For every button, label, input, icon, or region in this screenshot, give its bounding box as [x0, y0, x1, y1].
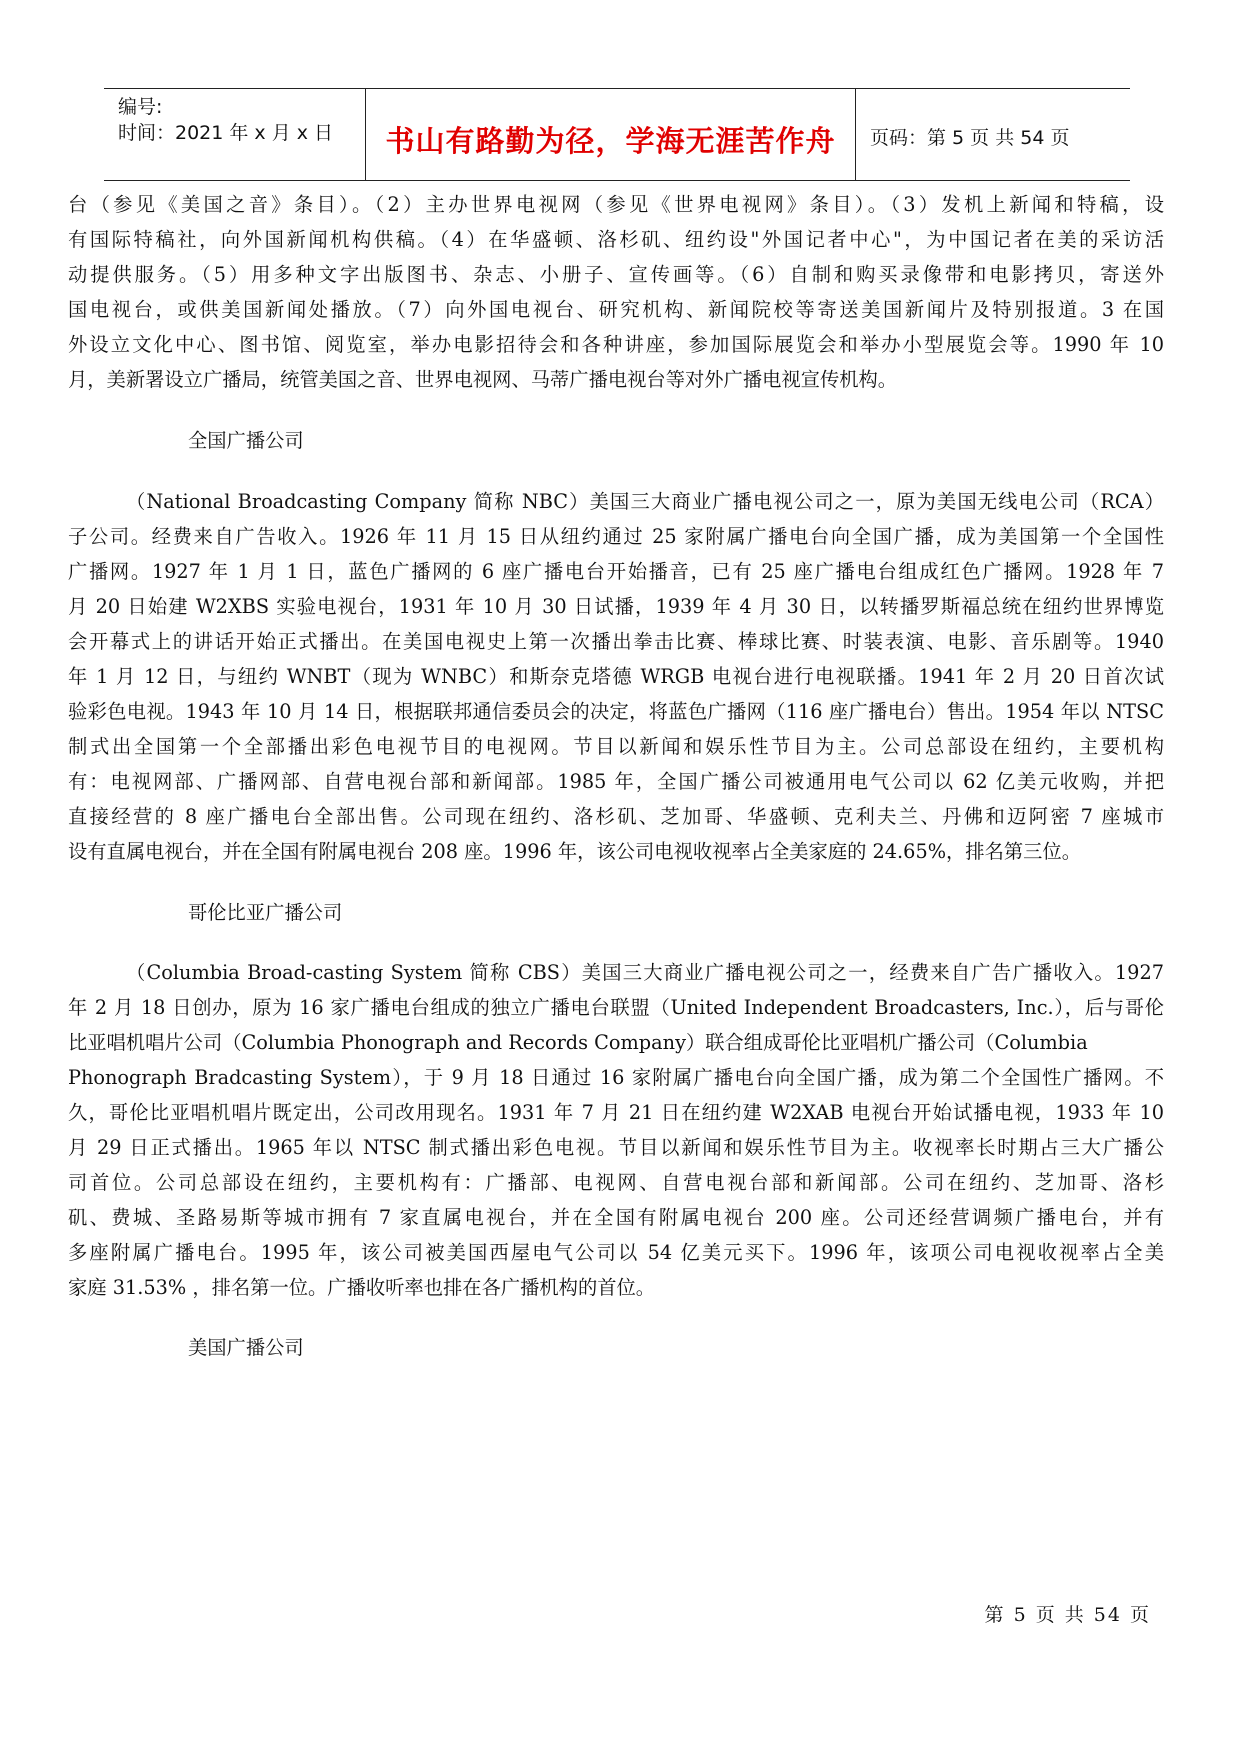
paragraph-line: 验彩色电视。1943 年 10 月 14 日，根据联邦通信委员会的决定，将蓝色广播网（116 座广播电台）售出。1954 年以 NTSC [68, 700, 1164, 723]
paragraph-line: 会开幕式上的讲话开始正式播出。在美国电视史上第一次播出拳击比赛、棒球比赛、时装表演、电影、音乐剧等。1940 [68, 630, 1164, 653]
paragraph-line: 月 20 日始建 W2XBS 实验电视台，1931 年 10 月 30 日试播，1939 年 4 月 30 日，以转播罗斯福总统在纽约世界博览 [68, 595, 1164, 618]
paragraph-line: 有：电视网部、广播网部、自营电视台部和新闻部。1985 年，全国广播公司被通用电气公司以 62 亿美元收购，并把 [68, 770, 1164, 793]
paragraph-line: 动提供服务。（5）用多种文字出版图书、杂志、小册子、宣传画等。（6）自制和购买录像带和电影拷贝，寄送外 [68, 263, 1164, 286]
paragraph-line: 月，美新署设立广播局，统管美国之音、世界电视网、马蒂广播电视台等对外广播电视宣传机构。 [68, 368, 898, 391]
page-header [104, 88, 1130, 181]
paragraph-line: （Columbia Broad-casting System 简称 CBS）美国三大商业广播电视公司之一，经费来自广告广播收入。1927 [126, 961, 1164, 984]
paragraph-line: Phonograph Bradcasting System），于 9 月 18 日通过 16 家附属广播电台向全国广播，成为第二个全国性广播网。不 [68, 1066, 1164, 1089]
paragraph-line: 有国际特稿社，向外国新闻机构供稿。（4）在华盛顿、洛杉矶、纽约设"外国记者中心"，为中国记者在美的采访活 [68, 228, 1164, 251]
paragraph-line: 广播网。1927 年 1 月 1 日，蓝色广播网的 6 座广播电台开始播音，已有 25 座广播电台组成红色广播网。1928 年 7 [68, 560, 1164, 583]
paragraph-line: 月 29 日正式播出。1965 年以 NTSC 制式播出彩色电视。节目以新闻和娱乐性节目为主。收视率长时期占三大广播公 [68, 1136, 1164, 1159]
header-page-code: 页码：第 5 页 共 54 页 [870, 127, 1070, 149]
page-footer-number: 第 5 页 共 54 页 [984, 1604, 1151, 1626]
paragraph-line: 子公司。经费来自广告收入。1926 年 11 月 15 日从纽约通过 25 家附属广播电台向全国广播，成为美国第一个全国性 [68, 525, 1164, 548]
paragraph-line: （National Broadcasting Company 简称 NBC）美国三大商业广播电视公司之一，原为美国无线电公司（RCA） [126, 490, 1164, 513]
paragraph-line: 矶、费城、圣路易斯等城市拥有 7 家直属电视台，并在全国有附属电视台 200 座。公司还经营调频广播电台，并有 [68, 1206, 1164, 1229]
paragraph-line: 多座附属广播电台。1995 年，该公司被美国西屋电气公司以 54 亿美元买下。1996 年，该项公司电视收视率占全美 [68, 1241, 1164, 1264]
paragraph-line: 比亚唱机唱片公司（Columbia Phonograph and Records Company）联合组成哥伦比亚唱机广播公司（Columbia [68, 1031, 1088, 1054]
header-meta-cell [104, 89, 366, 180]
paragraph-line: 制式出全国第一个全部播出彩色电视节目的电视网。节目以新闻和娱乐性节目为主。公司总部设在纽约，主要机构 [68, 735, 1164, 758]
paragraph-line: 直接经营的 8 座广播电台全部出售。公司现在纽约、洛杉矶、芝加哥、华盛顿、克利夫兰、丹佛和迈阿密 7 座城市 [68, 805, 1164, 828]
paragraph-line: 台（参见《美国之音》条目）。（2）主办世界电视网（参见《世界电视网》条目）。（3）发机上新闻和特稿，设 [68, 193, 1164, 216]
paragraph-line: 国电视台，或供美国新闻处播放。（7）向外国电视台、研究机构、新闻院校等寄送美国新闻片及特别报道。3 在国 [68, 298, 1164, 321]
paragraph-line: 外设立文化中心、图书馆、阅览室，举办电影招待会和各种讲座，参加国际展览会和举办小型展览会等。1990 年 10 [68, 333, 1164, 356]
section-heading-abc: 美国广播公司 [188, 1336, 304, 1359]
paragraph-line: 年 2 月 18 日创办，原为 16 家广播电台组成的独立广播电台联盟（United Independent Broadcasters, Inc.），后与哥伦 [68, 996, 1164, 1019]
header-motto-cell [366, 89, 856, 180]
paragraph-line: 年 1 月 12 日，与纽约 WNBT（现为 WNBC）和斯奈克塔德 WRGB 电视台进行电视联播。1941 年 2 月 20 日首次试 [68, 665, 1164, 688]
paragraph-line: 司首位。公司总部设在纽约，主要机构有：广播部、电视网、自营电视台部和新闻部。公司在纽约、芝加哥、洛杉 [68, 1171, 1164, 1194]
paragraph-line: 设有直属电视台，并在全国有附属电视台 208 座。1996 年，该公司电视收视率占全美家庭的 24.65%，排名第三位。 [68, 840, 1081, 863]
document-number-label: 编号: [118, 96, 163, 118]
section-heading-nbc: 全国广播公司 [188, 429, 304, 452]
paragraph-line: 久，哥伦比亚唱机唱片既定出，公司改用现名。1931 年 7 月 21 日在纽约建 W2XAB 电视台开始试播电视，1933 年 10 [68, 1101, 1164, 1124]
section-heading-cbs: 哥伦比亚广播公司 [188, 901, 343, 924]
document-time-label: 时间：2021 年 x 月 x 日 [118, 122, 334, 144]
header-page-cell [856, 89, 1130, 180]
paragraph-line: 家庭 31.53% ，排名第一位。广播收听率也排在各广播机构的首位。 [68, 1276, 656, 1299]
header-motto: 书山有路勤为径，学海无涯苦作舟 [385, 124, 836, 158]
